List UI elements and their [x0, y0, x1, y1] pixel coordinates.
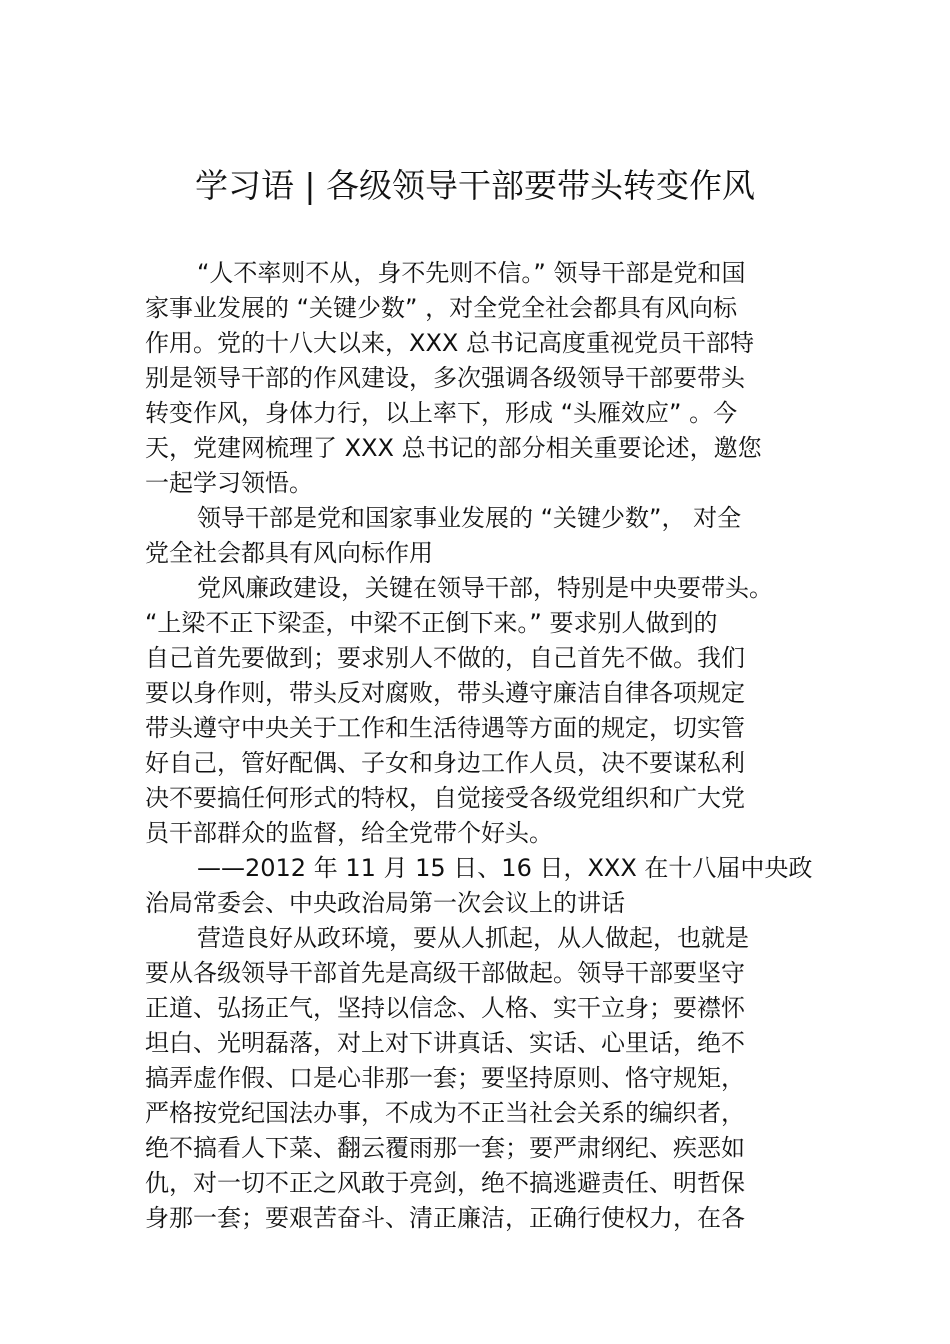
text-line: 身那一套；要艰苦奋斗、清正廉洁，正确行使权力，在各 [145, 1204, 745, 1232]
document-body [145, 256, 813, 1236]
text-line: 党风廉政建设，关键在领导干部，特别是中央要带头。 [197, 574, 773, 602]
text-line: 员干部群众的监督，给全党带个好头。 [145, 819, 553, 847]
text-line: 决不要搞任何形式的特权，自觉接受各级党组织和广大党 [145, 784, 745, 812]
text-line: 一起学习领悟。 [145, 469, 313, 497]
text-line: 搞弄虚作假、口是心非那一套；要坚持原则、恪守规矩， [145, 1064, 745, 1092]
text-line: 别是领导干部的作风建设，多次强调各级领导干部要带头 [145, 364, 745, 392]
text-line: 天，党建网梳理了 XXX 总书记的部分相关重要论述，邀您 [145, 434, 762, 462]
text-line: 仇，对一切不正之风敢于亮剑，绝不搞逃避责任、明哲保 [145, 1169, 745, 1197]
text-line: 领导干部是党和国家事业发展的 “关键少数”， 对全 [197, 504, 742, 532]
text-line: 正道、弘扬正气，坚持以信念、人格、实干立身；要襟怀 [145, 994, 745, 1022]
text-line: 作用。党的十八大以来，XXX 总书记高度重视党员干部特 [145, 329, 754, 357]
text-line: 要以身作则，带头反对腐败，带头遵守廉洁自律各项规定 [145, 679, 745, 707]
paragraph [145, 921, 809, 1236]
section-heading [145, 501, 809, 571]
text-line: 好自己，管好配偶、子女和身边工作人员，决不要谋私利 [145, 749, 745, 777]
text-line: 党全社会都具有风向标作用 [145, 539, 433, 567]
text-line: 自己首先要做到；要求别人不做的，自己首先不做。我们 [145, 644, 745, 672]
text-line: 绝不搞看人下菜、翻云覆雨那一套；要严肃纲纪、疾恶如 [145, 1134, 745, 1162]
text-line: 带头遵守中央关于工作和生活待遇等方面的规定，切实管 [145, 714, 745, 742]
document-title: 学习语 | 各级领导干部要带头转变作风 [194, 166, 756, 205]
text-line: 要从各级领导干部首先是高级干部做起。领导干部要坚守 [145, 959, 745, 987]
text-line: 坦白、光明磊落，对上对下讲真话、实话、心里话，绝不 [145, 1029, 745, 1057]
paragraph [145, 571, 809, 851]
text-line: 转变作风，身体力行，以上率下，形成 “头雁效应” 。今 [145, 399, 738, 427]
text-line: 严格按党纪国法办事，不成为不正当社会关系的编织者， [145, 1099, 745, 1127]
text-line: “人不率则不从，身不先则不信。” 领导干部是党和国 [197, 259, 746, 287]
text-line: ——2012 年 11 月 15 日、16 日，XXX 在十八届中央政 [197, 854, 813, 882]
paragraph [145, 256, 809, 501]
text-line: 营造良好从政环境，要从人抓起，从人做起，也就是 [197, 924, 749, 952]
text-line: 家事业发展的 “关键少数” ，对全党全社会都具有风向标 [145, 294, 738, 322]
text-line: “上梁不正下梁歪，中梁不正倒下来。” 要求别人做到的 [145, 609, 718, 637]
source-citation [145, 851, 813, 921]
text-line: 治局常委会、中央政治局第一次会议上的讲话 [145, 889, 625, 917]
